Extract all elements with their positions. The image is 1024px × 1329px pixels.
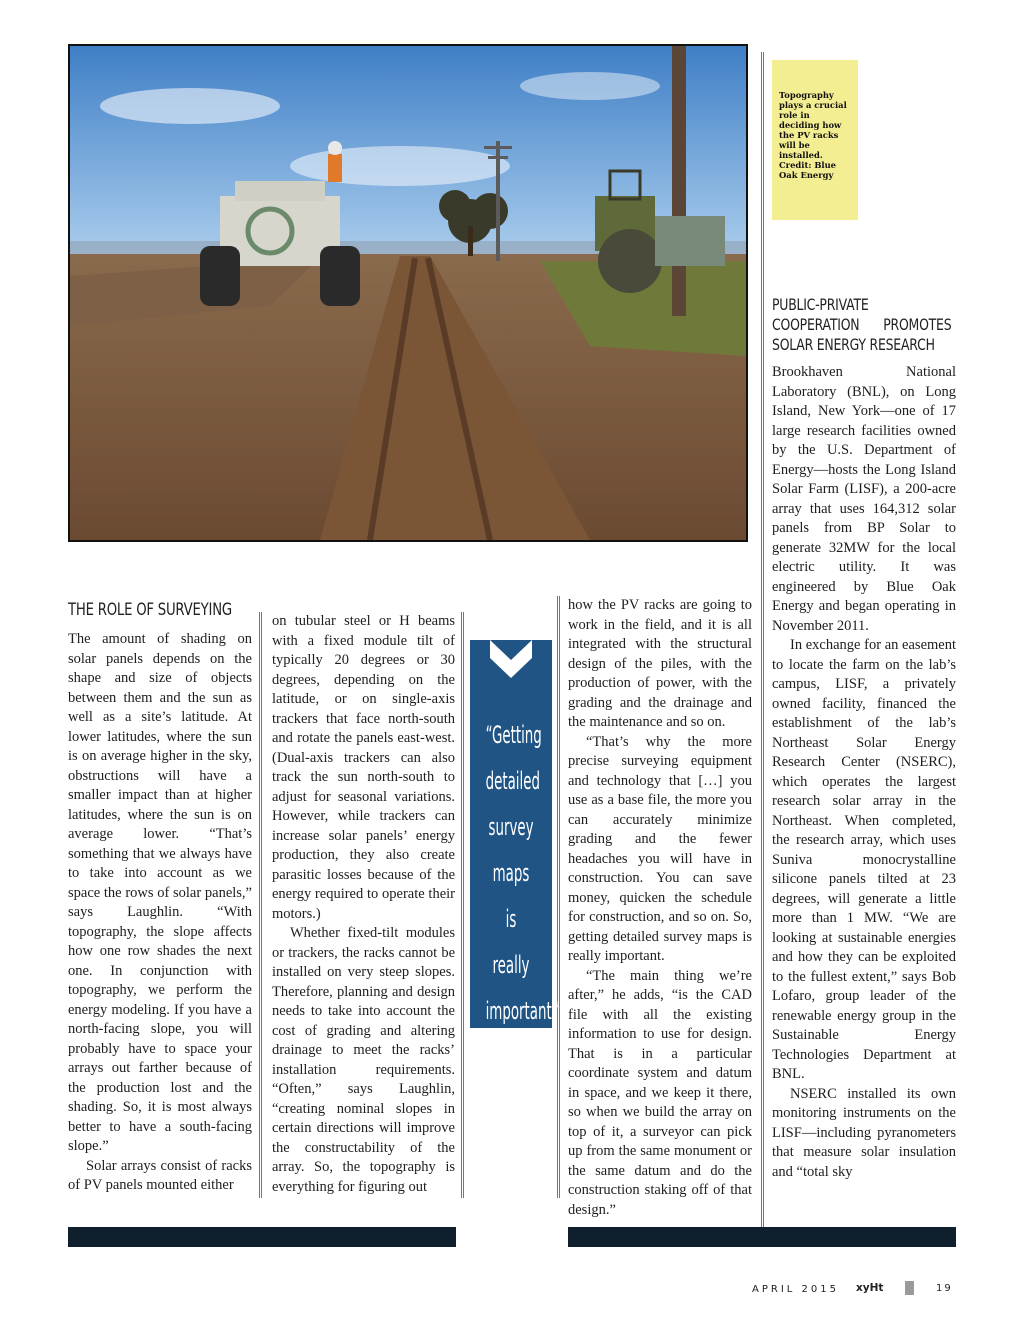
pull-quote-line: important.” — [485, 997, 563, 1025]
page-footer — [750, 1280, 960, 1300]
paragraph: “That’s why the more precise surveying equipment and technology that […] you use as a base file, the more you can accurately minimize grading and the fewer headaches you will have in construction. You can save money, quicken the schedule for construction, and so on. So, getting detailed survey maps is really important. — [568, 733, 752, 964]
article-column-3 — [568, 596, 752, 1220]
column-rule — [557, 596, 560, 1198]
paragraph: on tubular steel or H beams with a fixed module tilt of typically 20 degrees or 30 degrees, depending on the latitude, or on single-axis trackers that face north-south and rotate the panels east-west. (Dual-axis trackers can also track the sun north-south to adjust for seasonal variations. However, while trackers can increase solar panels’ energy production, they also create parasitic losses because of the energy required to operate their motors.) — [272, 613, 455, 922]
issue-date: APRIL 2015 — [752, 1284, 839, 1295]
article-column-4 — [772, 295, 956, 1182]
page-number: 19 — [936, 1283, 953, 1294]
column-rule — [259, 612, 262, 1198]
bottom-bar — [68, 1227, 456, 1247]
paragraph: Whether fixed-tilt modules or trackers, the racks cannot be installed on very steep slopes. Therefore, planning and design needs to take into account the cost of grading and altering drainage to meet the racks’ installation requirements. “Often,” says Laughlin, “creating nominal slopes in certain directions will improve the constructability of the array. So, the topography is everything for figuring out — [272, 925, 455, 1195]
sidebar-heading: PUBLIC-PRIVATE COOPERATION PROMOTES SOLAR ENERGY RESEARCH — [772, 295, 952, 354]
paragraph: Solar arrays consist of racks of PV panels mounted either — [68, 1157, 252, 1193]
pull-quote-line: detailed — [485, 767, 540, 795]
photo-caption — [772, 60, 858, 220]
paragraph: NSERC installed its own monitoring instruments on the LISF—including pyranometers that measure solar insulation and “total sky — [772, 1085, 956, 1180]
pull-quote-text — [485, 712, 563, 1034]
pull-quote — [470, 640, 563, 1028]
paragraph: The amount of shading on solar panels depends on the shape and size of objects between them and the sun as well as a site’s latitude. At lower latitudes, where the sun is on average higher in the sky, obstructions will have a smaller impact than at higher latitudes, where the sun is on average lower. “That’s something that we always have to take into account as we space the rows of solar panels,” says Laughlin. “With topography, the slope affects how one row shades the next one. In conjunction with topography, we perform the energy modeling. If you have a north-facing slope, you will probably have to space your arrays out farther because of the production lost and the shading. So, it is most always better to have a south-facing slope.” — [68, 631, 252, 1154]
pull-quote-line: really — [492, 951, 530, 979]
chevron-down-icon — [490, 640, 532, 680]
pull-quote-line: “Getting — [485, 721, 542, 749]
column-rule — [461, 612, 464, 1198]
pull-quote-line: survey — [488, 813, 534, 841]
article-photo — [68, 44, 748, 542]
section-heading: THE ROLE OF SURVEYING — [68, 600, 232, 620]
caption-text: Topography plays a crucial role in deciding how the PV racks will be installed. Credit: Blue Oak Energy — [779, 90, 847, 180]
paragraph: how the PV racks are going to work in the field, and it is all integrated with the structural design of the piles, with the production of power, with the grading and the drainage and the maintenance and so on. — [568, 597, 752, 730]
pull-quote-line: maps is — [492, 859, 530, 933]
bottom-bar — [568, 1227, 956, 1247]
magazine-brand: xyHt — [856, 1282, 884, 1294]
paragraph: Brookhaven National Laboratory (BNL), on Long Island, New York—one of 17 large research facilities owned by the U.S. Department of Energy—hosts the Long Island Solar Farm (LISF), a 200-acre array that uses 164,312 solar panels from BP Solar to generate 32MW for the local electric utility. It was engineered by Blue Oak Energy and began operating in November 2011. — [772, 364, 956, 634]
paragraph: “The main thing we’re after,” he adds, “is the CAD file with all the existing information to use for design. That is in a particular coordinate system and datum in space, and we keep it there, so when we build the array on top of it, a surveyor can pick up from the same monument or the same datum and do the construction staking off of that design.” — [568, 967, 752, 1218]
article-column-1 — [68, 600, 252, 1196]
article-column-2 — [272, 612, 455, 1197]
footer-square-icon — [905, 1281, 914, 1295]
grading-machines-illustration — [70, 46, 746, 540]
column-rule — [761, 52, 764, 1242]
paragraph: In exchange for an easement to locate the farm on the lab’s campus, LISF, a privately owned facility, financed the establishment of the lab’s Northeast Solar Energy Research Center (NSERC), which operates the largest research solar array in the Northeast. When completed, the research array, which uses Suniva monocrystalline silicone panels tilted at 23 degrees, will generate a little more than 1 MW. “We are looking at sustainable energies and how they can be exploited to the fullest extent,” says Bob Lofaro, group leader of the renewable energy group in the Sustainable Energy Technologies Department at BNL. — [772, 637, 956, 1082]
